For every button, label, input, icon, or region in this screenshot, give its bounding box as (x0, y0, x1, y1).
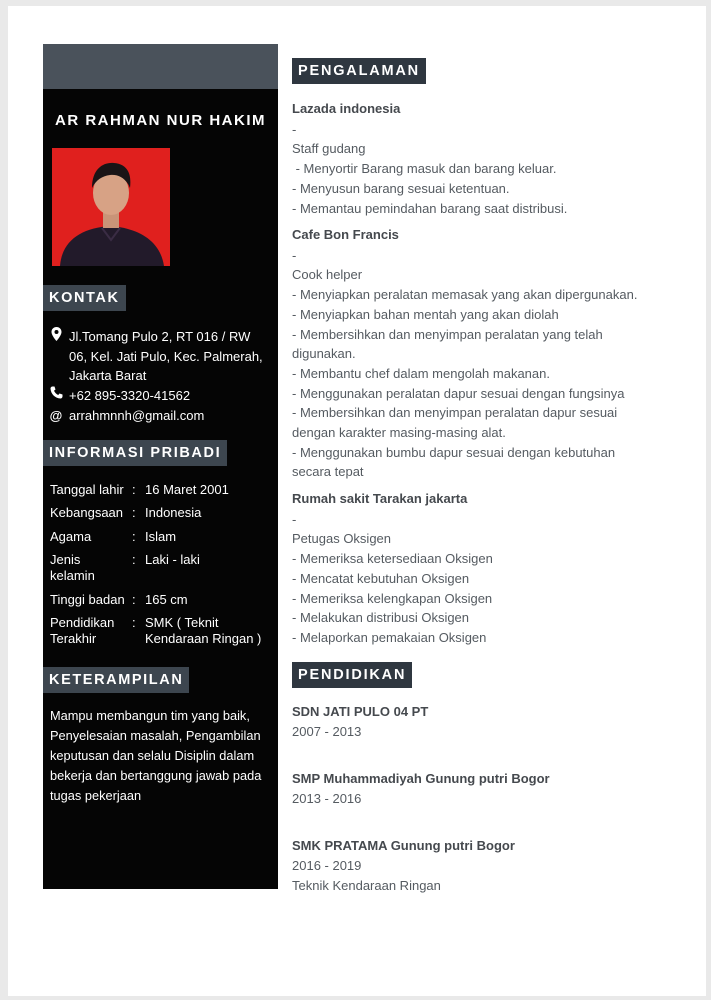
info-colon: : (132, 615, 136, 630)
job-task: - Membantu chef dalam mengolah makanan. (292, 365, 550, 381)
address-text: Jl.Tomang Pulo 2, RT 016 / RW 06, Kel. Jati Pulo, Kec. Palmerah, Jakarta Barat (69, 329, 263, 383)
education-entry (292, 769, 692, 809)
job-task: - Menyusun barang sesuai ketentuan. (292, 180, 510, 196)
email-text: arrahmnnh@gmail.com (69, 408, 205, 423)
info-label: Jenis kelamin (50, 552, 95, 583)
school-years: 2007 - 2013 (292, 724, 362, 739)
location-pin-icon (49, 327, 63, 348)
job-company: Lazada indonesia (292, 101, 401, 116)
school-name: SMP Muhammadiyah Gunung putri Bogor (292, 771, 550, 786)
job-company: Rumah sakit Tarakan jakarta (292, 491, 468, 506)
skills-heading: KETERAMPILAN (43, 667, 189, 693)
job-task: - Memeriksa kelengkapan Oksigen (292, 590, 493, 606)
info-value: Laki - laki (145, 552, 200, 567)
email-at-icon: @ (49, 408, 63, 423)
job-entry (292, 225, 692, 482)
profile-photo (52, 148, 170, 266)
info-value: Islam (145, 529, 177, 544)
info-label: Pendidikan Terakhir (50, 615, 115, 646)
job-dash: - (292, 121, 297, 137)
info-value: 165 cm (145, 592, 188, 607)
contact-phone (49, 386, 190, 406)
job-task: - Membersihkan dan menyimpan peralatan dapur sesuai dengan karakter masing-masing alat. (292, 405, 618, 441)
info-colon: : (132, 552, 136, 567)
job-task: - Melaporkan pemakaian Oksigen (292, 629, 487, 645)
info-value: 16 Maret 2001 (145, 482, 229, 497)
school-name: SMK PRATAMA Gunung putri Bogor (292, 838, 515, 853)
phone-icon (49, 386, 63, 406)
job-dash: - (292, 511, 297, 527)
profile-photo-illustration (52, 148, 170, 266)
contact-email (49, 406, 204, 426)
job-task: - Menggunakan bumbu dapur sesuai dengan kebutuhan secara tepat (292, 444, 616, 480)
education-heading: PENDIDIKAN (292, 662, 412, 688)
info-label: Kebangsaan (50, 505, 124, 520)
cv-page (8, 6, 706, 996)
person-name: AR RAHMAN NUR HAKIM (55, 112, 266, 129)
sidebar (43, 44, 278, 889)
job-entry (292, 99, 692, 218)
info-value: Indonesia (145, 505, 202, 520)
contact-heading: KONTAK (43, 285, 126, 311)
info-value: SMK ( Teknit Kendaraan Ringan ) (145, 615, 262, 646)
job-task: - Mencatat kebutuhan Oksigen (292, 570, 470, 586)
job-task: - Memeriksa ketersediaan Oksigen (292, 551, 493, 567)
job-role: Cook helper (292, 267, 363, 283)
skills-text: Mampu membangun tim yang baik, Penyelesaian masalah, Pengambilan keputusan dan selalu Disiplin dalam bekerja dan bertanggung jawab pada tugas pekerjaan (50, 708, 262, 803)
job-role: Staff gudang (292, 141, 366, 157)
job-entry (292, 489, 692, 648)
info-label: Tinggi badan (50, 592, 125, 607)
job-company: Cafe Bon Francis (292, 227, 399, 242)
contact-address (49, 327, 269, 386)
job-task: - Menyiapkan bahan mentah yang akan diolah (292, 306, 559, 322)
info-colon: : (132, 592, 136, 607)
personal-info-heading: INFORMASI PRIBADI (43, 440, 227, 466)
job-task: - Membersihkan dan menyimpan peralatan yang telah digunakan. (292, 326, 603, 362)
school-years: 2013 - 2016 (292, 791, 362, 806)
education-entry (292, 702, 692, 742)
job-task: - Menyortir Barang masuk dan barang keluar. (292, 161, 557, 177)
job-task: - Menyiapkan peralatan memasak yang akan dipergunakan. (292, 287, 638, 303)
info-colon: : (132, 482, 136, 497)
job-task: - Menggunakan peralatan dapur sesuai dengan fungsinya (292, 385, 625, 401)
phone-text: +62 895-3320-41562 (69, 388, 191, 403)
school-major: Teknik Kendaraan Ringan (292, 878, 441, 893)
job-task: - Memantau pemindahan barang saat distribusi. (292, 200, 568, 216)
school-name: SDN JATI PULO 04 PT (292, 704, 429, 719)
info-colon: : (132, 529, 136, 544)
school-years: 2016 - 2019 (292, 858, 362, 873)
info-label: Tanggal lahir (50, 482, 124, 497)
info-colon: : (132, 505, 136, 520)
job-task: - Melakukan distribusi Oksigen (292, 610, 470, 626)
sidebar-top-band (43, 44, 278, 89)
job-dash: - (292, 247, 297, 263)
info-label: Agama (50, 529, 92, 544)
experience-heading: PENGALAMAN (292, 58, 426, 84)
job-role: Petugas Oksigen (292, 531, 392, 547)
education-entry (292, 836, 692, 896)
